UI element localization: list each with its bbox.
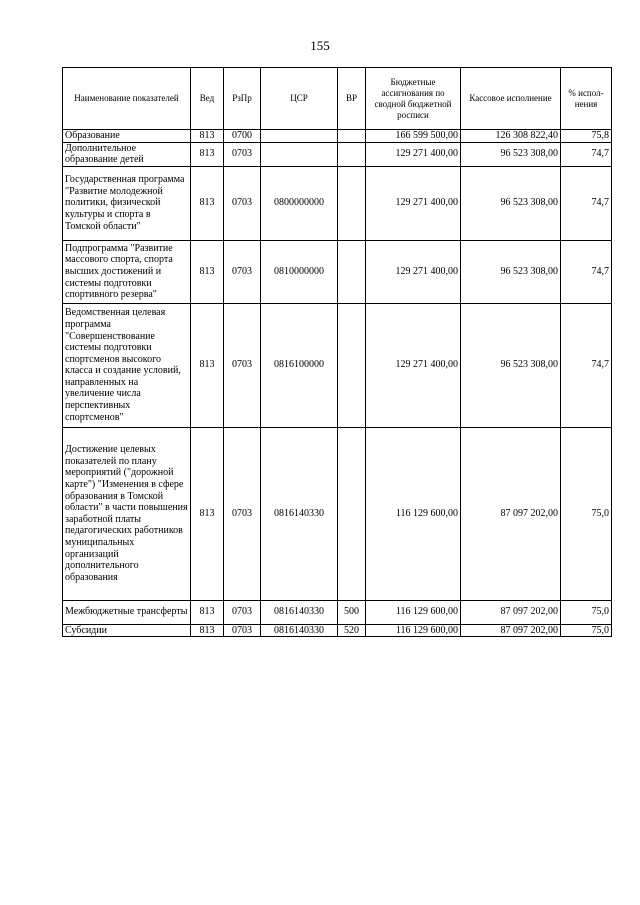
- cell-budget: 166 599 500,00: [366, 130, 461, 143]
- cell-ved: 813: [191, 624, 224, 637]
- table-row: [63, 600, 612, 624]
- cell-budget: 116 129 600,00: [366, 427, 461, 600]
- table-header-row: [63, 68, 612, 130]
- cell-vr: 500: [338, 600, 366, 624]
- cell-percent: 75,0: [561, 624, 612, 637]
- cell-budget: 129 271 400,00: [366, 303, 461, 427]
- cell-percent: 74,7: [561, 240, 612, 303]
- cell-name: Ведомственная целевая программа "Совершенствование системы подготовки спортсменов высокого класса и создание условий, направленных на увеличение числа перспективных спортсменов": [63, 303, 191, 427]
- cell-csr: 0816140330: [261, 600, 338, 624]
- cell-budget: 129 271 400,00: [366, 166, 461, 240]
- cell-rzpr: 0703: [224, 303, 261, 427]
- cell-ved: 813: [191, 427, 224, 600]
- cell-percent: 75,0: [561, 427, 612, 600]
- table-row: [63, 240, 612, 303]
- table-row: [63, 142, 612, 166]
- budget-execution-table: [62, 67, 612, 637]
- cell-name: Образование: [63, 130, 191, 143]
- col-header-name: Наименование показателей: [63, 68, 191, 130]
- col-header-ved: Вед: [191, 68, 224, 130]
- cell-rzpr: 0703: [224, 427, 261, 600]
- cell-rzpr: 0703: [224, 600, 261, 624]
- cell-name: Достижение целевых показателей по плану мероприятий ("дорожной карте") "Изменения в сфере образования в Томской области" в части повышения заработной платы педагогических работников муниципальных организаций дополнительного образования: [63, 427, 191, 600]
- cell-percent: 75,0: [561, 600, 612, 624]
- col-header-cash: Кассовое исполнение: [461, 68, 561, 130]
- table-row: [63, 166, 612, 240]
- cell-csr: [261, 142, 338, 166]
- col-header-csr: ЦСР: [261, 68, 338, 130]
- col-header-vr: ВР: [338, 68, 366, 130]
- cell-cash: 96 523 308,00: [461, 166, 561, 240]
- cell-vr: [338, 130, 366, 143]
- cell-rzpr: 0700: [224, 130, 261, 143]
- table-row: [63, 427, 612, 600]
- cell-cash: 126 308 822,40: [461, 130, 561, 143]
- cell-cash: 87 097 202,00: [461, 600, 561, 624]
- cell-percent: 74,7: [561, 142, 612, 166]
- cell-percent: 74,7: [561, 166, 612, 240]
- cell-budget: 116 129 600,00: [366, 624, 461, 637]
- cell-csr: 0816140330: [261, 624, 338, 637]
- col-header-percent: % испол-нения: [561, 68, 612, 130]
- cell-cash: 96 523 308,00: [461, 142, 561, 166]
- cell-ved: 813: [191, 142, 224, 166]
- page-number: 155: [310, 38, 330, 53]
- cell-vr: [338, 427, 366, 600]
- cell-cash: 87 097 202,00: [461, 427, 561, 600]
- cell-ved: 813: [191, 166, 224, 240]
- cell-ved: 813: [191, 240, 224, 303]
- cell-name: Межбюджетные трансферты: [63, 600, 191, 624]
- cell-name: Дополнительное образование детей: [63, 142, 191, 166]
- cell-percent: 75,8: [561, 130, 612, 143]
- cell-csr: 0816100000: [261, 303, 338, 427]
- cell-csr: [261, 130, 338, 143]
- cell-name: Подпрограмма "Развитие массового спорта, спорта высших достижений и системы подготовки спортивного резерва": [63, 240, 191, 303]
- cell-vr: [338, 142, 366, 166]
- table-row: [63, 130, 612, 143]
- cell-rzpr: 0703: [224, 166, 261, 240]
- table-row: [63, 624, 612, 637]
- cell-vr: [338, 166, 366, 240]
- cell-csr: 0816140330: [261, 427, 338, 600]
- cell-ved: 813: [191, 303, 224, 427]
- cell-budget: 116 129 600,00: [366, 600, 461, 624]
- cell-csr: 0800000000: [261, 166, 338, 240]
- cell-budget: 129 271 400,00: [366, 240, 461, 303]
- cell-rzpr: 0703: [224, 240, 261, 303]
- cell-csr: 0810000000: [261, 240, 338, 303]
- cell-ved: 813: [191, 600, 224, 624]
- cell-ved: 813: [191, 130, 224, 143]
- cell-name: Государственная программа "Развитие молодежной политики, физической культуры и спорта в Томской области": [63, 166, 191, 240]
- cell-rzpr: 0703: [224, 624, 261, 637]
- cell-cash: 96 523 308,00: [461, 240, 561, 303]
- cell-vr: [338, 303, 366, 427]
- cell-cash: 87 097 202,00: [461, 624, 561, 637]
- cell-vr: 520: [338, 624, 366, 637]
- cell-name: Субсидии: [63, 624, 191, 637]
- cell-budget: 129 271 400,00: [366, 142, 461, 166]
- cell-cash: 96 523 308,00: [461, 303, 561, 427]
- table-row: [63, 303, 612, 427]
- cell-rzpr: 0703: [224, 142, 261, 166]
- cell-percent: 74,7: [561, 303, 612, 427]
- cell-vr: [338, 240, 366, 303]
- col-header-rzpr: РзПр: [224, 68, 261, 130]
- col-header-budget: Бюджетные ассигнования по сводной бюджетной росписи: [366, 68, 461, 130]
